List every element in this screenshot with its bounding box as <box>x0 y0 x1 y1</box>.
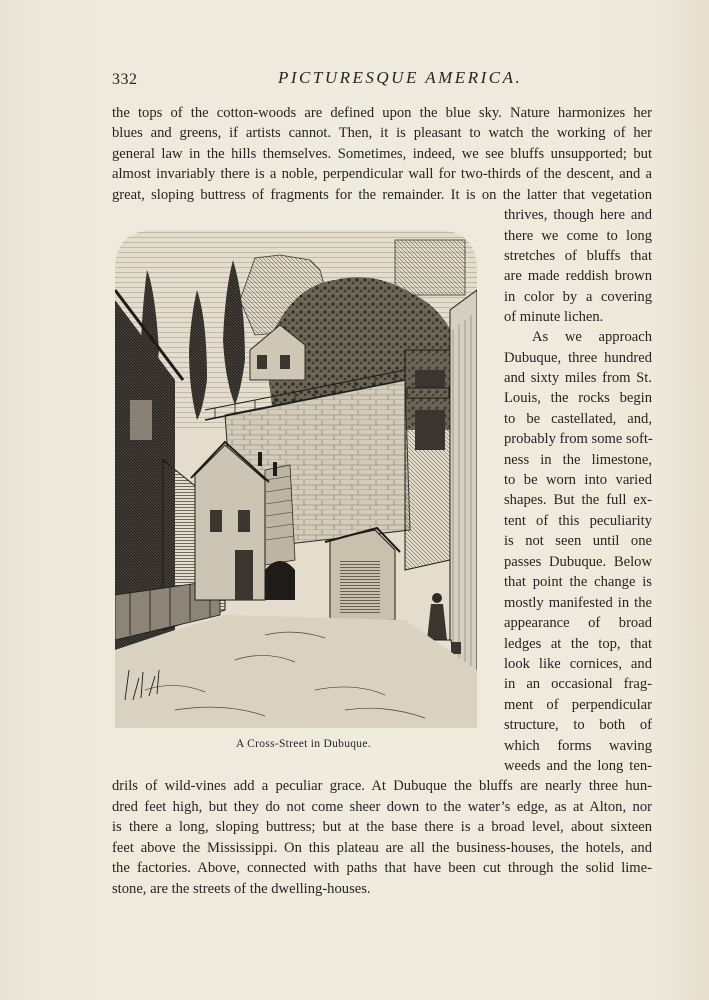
engraving-scene <box>115 230 477 728</box>
text-line: ledges at the top, that <box>504 636 652 652</box>
text-line: Dubuque, three hundred <box>504 350 652 366</box>
text-line: the tops of the cotton-woods are defined upon the blue sky. Nature harmonizes her <box>112 105 652 121</box>
text-line: structure, to both of <box>504 717 652 733</box>
text-line: Louis, the rocks begin <box>504 390 652 406</box>
text-line: ment of perpendicular <box>504 697 652 713</box>
text-line: great, sloping buttress of fragments for the remainder. It is on the latter that vegetation <box>112 187 652 203</box>
text-line: almost invariably there is a noble, perpendicular wall for two-thirds of the descent, and a <box>112 166 652 182</box>
text-line: tent of this peculiarity <box>504 513 652 529</box>
text-line: in color by a covering <box>504 289 652 305</box>
illustration <box>115 230 477 728</box>
text-line: passes Dubuque. Below <box>504 554 652 570</box>
running-head: PICTURESQUE AMERICA. <box>278 68 523 87</box>
text-line: blues and greens, if artists cannot. Then, it is pleasant to watch the working of her <box>112 125 652 141</box>
text-line: thrives, though here and <box>504 207 652 223</box>
text-line: of minute lichen. <box>504 309 604 325</box>
text-line: to be worn into varied <box>504 472 652 488</box>
text-line: ness in the limestone, <box>504 452 652 468</box>
text-line: As we approach <box>532 329 652 345</box>
text-line: look like cornices, and <box>504 656 652 672</box>
text-line: probably from some soft- <box>504 431 653 447</box>
text-line: appearance of broad <box>504 615 652 631</box>
text-line: is not seen until one <box>504 533 652 549</box>
text-line: and sixty miles from St. <box>504 370 652 386</box>
text-line: stone, are the streets of the dwelling-houses. <box>112 881 371 897</box>
page-number: 332 <box>112 71 138 88</box>
text-line: mostly manifested in the <box>504 595 652 611</box>
text-line: drils of wild-vines add a peculiar grace. At Dubuque the bluffs are nearly three hun- <box>112 778 652 794</box>
figure-caption: A Cross-Street in Dubuque. <box>236 738 371 750</box>
text-line: weeds and the long ten- <box>504 758 652 774</box>
text-line: in an occasional frag- <box>504 676 652 692</box>
text-line: dred feet high, but they do not come sheer down to the water’s edge, as at Alton, nor <box>112 799 652 815</box>
text-line: the factories. Above, connected with paths that have been cut through the solid lime- <box>112 860 652 876</box>
text-line: there we come to long <box>504 228 652 244</box>
text-line: shapes. But the full ex- <box>504 492 652 508</box>
text-line: general law in the hills themselves. Sometimes, indeed, we see bluffs unsupported; but <box>112 146 652 162</box>
text-line: is there a long, sloping buttress; but at the base there is a broad level, about sixteen <box>112 819 652 835</box>
text-line: which forms waving <box>504 738 652 754</box>
text-line: feet above the Mississippi. On this plateau are all the business-houses, the hotels, and <box>112 840 652 856</box>
text-line: to be castellated, and, <box>504 411 652 427</box>
text-line: are made reddish brown <box>504 268 652 284</box>
text-line: that point the change is <box>504 574 652 590</box>
text-line: stretches of bluffs that <box>504 248 652 264</box>
